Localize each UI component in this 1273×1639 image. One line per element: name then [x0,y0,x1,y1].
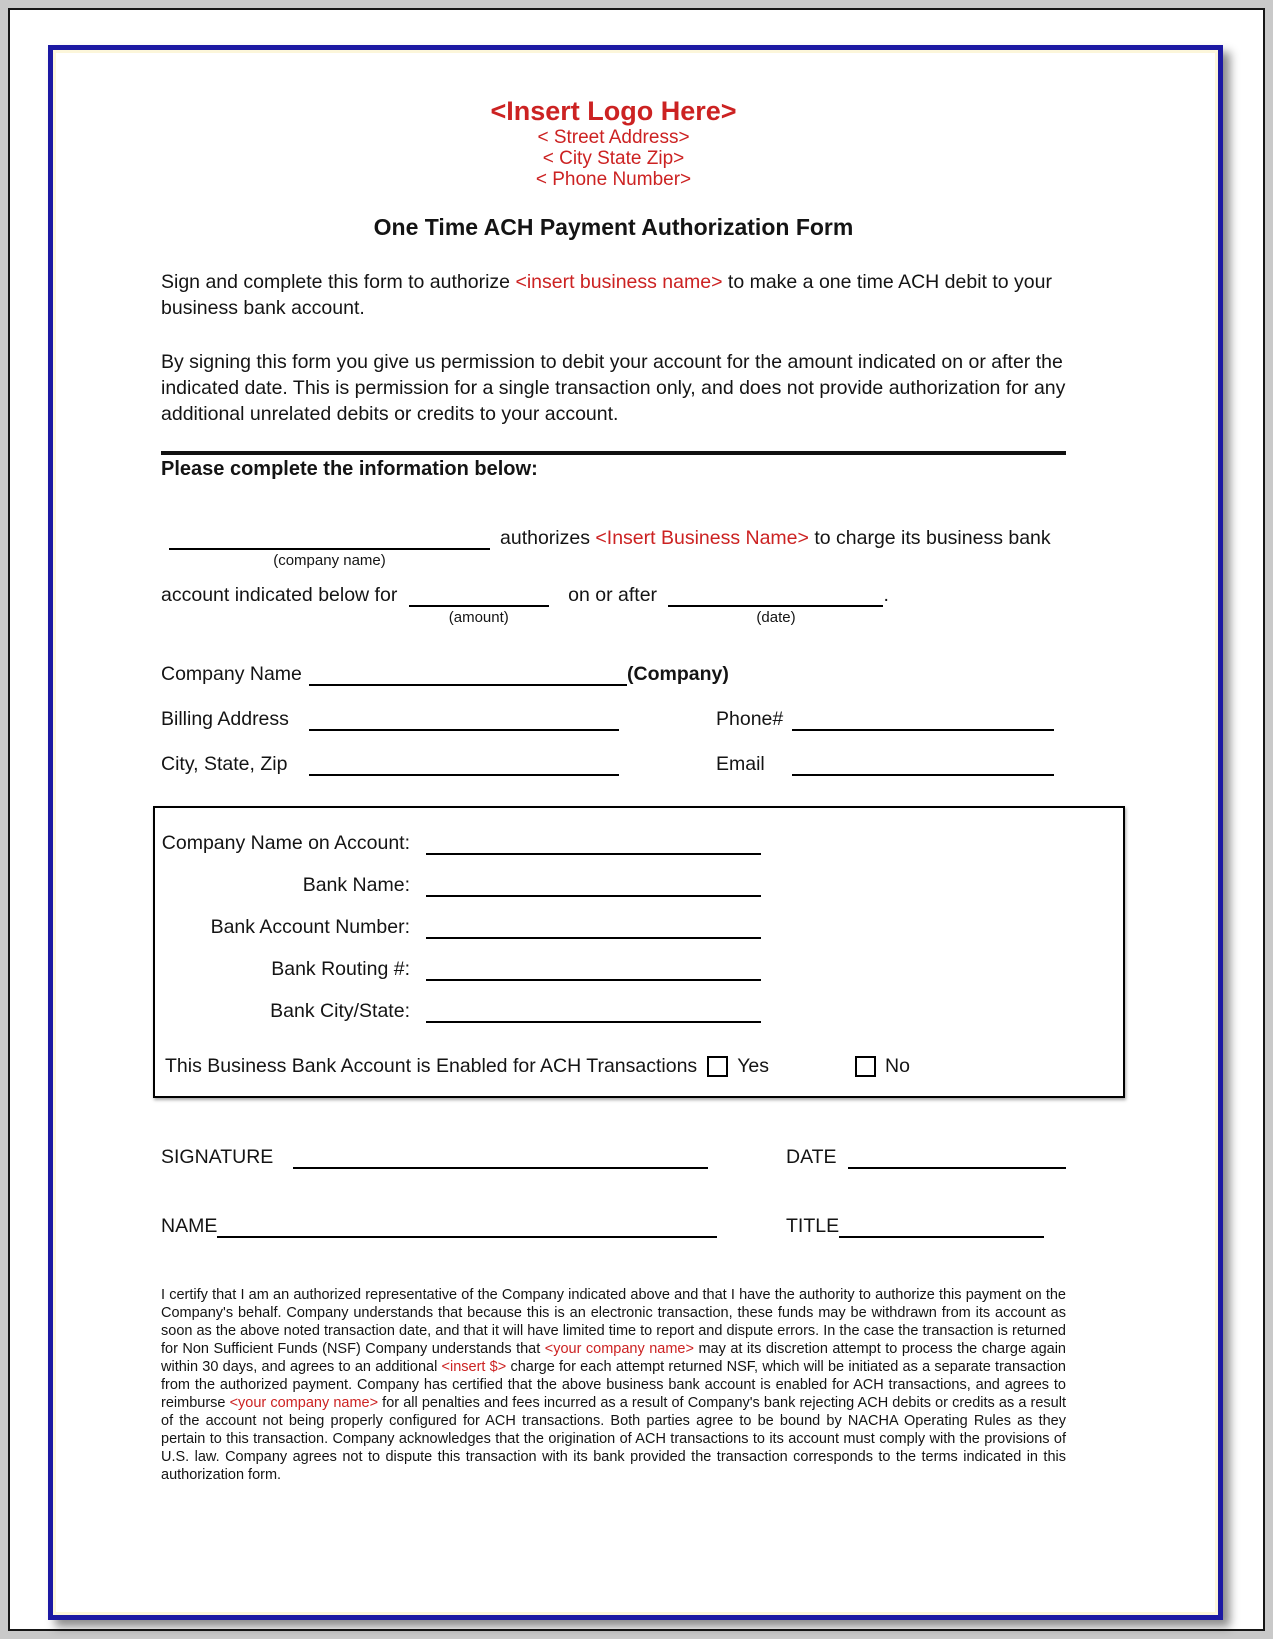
text-segment: authorizes [500,527,596,549]
billing-address-field[interactable] [309,710,619,731]
legal-certification-paragraph [161,1286,1066,1484]
bank-row-routing-number [155,958,1123,981]
bank-name-label: Bank Name: [302,874,410,896]
date-label: DATE [786,1146,837,1168]
placeholder-red-text: <insert business name> [515,271,723,293]
ach-enabled-question: This Business Bank Account is Enabled for ACH Transactions [165,1055,698,1077]
name-label: NAME [161,1215,218,1237]
phone-placeholder: < Phone Number> [535,169,692,190]
city-state-zip-placeholder: < City State Zip> [542,148,685,169]
text-segment: for all penalties and fees incurred as a result of Company's bank rejecting ACH debits or credits as a result of the account not being properly configured for ACH transactions. Both parties agree to be bound by NACHA Operating Rules as they pertain to this transaction. Company acknowledges that the origination of ACH transactions to its account must comply with the provisions of U.S. law. Company agrees not to dispute this transaction with its bank provided the transaction corresponds to the terms indicated in this authorization form. [161,1395,1066,1483]
authorization-line-2 [161,584,1066,626]
city-email-row [161,753,1066,776]
authorization-line-1 [161,527,1066,569]
form-title: One Time ACH Payment Authorization Form [373,214,854,240]
form-page [48,45,1223,1620]
intro-paragraph-2: By signing this form you give us permission to debit your account for the amount indicated on or after the indicated date. This is permission for a single transaction only, and does not provide authorization for any additional unrelated debits or credits to your account. [161,351,1066,425]
company-name-on-account-label: Company Name on Account: [161,832,410,854]
authorization-line-2-period: . [883,584,889,606]
bank-city-state-field[interactable] [426,1002,761,1023]
email-field[interactable] [792,755,1054,776]
bank-routing-field[interactable] [426,960,761,981]
signature-label: SIGNATURE [161,1146,274,1168]
authorization-line-1-text [500,527,1051,549]
bank-account-number-label: Bank Account Number: [210,916,410,938]
date-caption: (date) [756,609,796,626]
bank-name-field[interactable] [426,876,761,897]
text-segment: may at its discretion attempt to process the charge again within 30 days, and agrees to an additional [161,1341,1066,1375]
company-name-row [161,663,1066,686]
name-title-row [161,1215,1066,1238]
ach-enabled-row [155,1055,1123,1078]
date-field[interactable] [848,1148,1066,1169]
phone-field[interactable] [792,710,1054,731]
name-field[interactable] [217,1217,717,1238]
signature-field[interactable] [293,1148,708,1169]
bank-row-company-name-on-account [155,832,1123,855]
text-segment: charge for each attempt returned NSF, which will be initiated as a separate transaction from the authorized payment. Company has certified that the above business bank account is enabled for ACH transactions, and agrees to reimburse [161,1359,1066,1411]
title-label: TITLE [786,1215,840,1237]
title-field[interactable] [839,1217,1044,1238]
email-label: Email [716,753,765,775]
text-segment: I certify that I am an authorized representative of the Company indicated above and that I have the authority to authorize this payment on the Company's behalf. Company understands that because this is an electronic transaction, these funds may be withdrawn from its account as soon as the above noted transaction date, and that it will have limited time to report and dispute errors. In the case the transaction is returned for Non Sufficient Funds (NSF) Company understands that [161,1287,1066,1357]
placeholder-red-text: <Insert Business Name> [595,527,809,549]
company-name-on-account-field[interactable] [426,834,761,855]
billing-phone-row [161,708,1066,731]
text-segment: Sign and complete this form to authorize [161,271,516,293]
ach-no-checkbox[interactable] [855,1056,876,1077]
bank-row-account-number [155,916,1123,939]
street-address-placeholder: < Street Address> [537,127,690,148]
text-segment: to charge its business bank [808,527,1051,549]
billing-address-label: Billing Address [161,708,289,730]
text-segment: to make a one time ACH debit to your business bank account. [161,271,1052,319]
city-state-zip-label: City, State, Zip [161,753,288,775]
phone-label: Phone# [716,708,784,730]
bank-city-state-label: Bank City/State: [270,1000,410,1022]
section-heading: Please complete the information below: [161,458,538,480]
placeholder-red-text: <your company name> [229,1395,379,1411]
signature-date-row [161,1146,1066,1169]
ach-no-label: No [885,1055,910,1077]
company-name-blank[interactable] [169,529,490,569]
page-content [53,50,1218,1484]
bank-account-number-field[interactable] [426,918,761,939]
intro-paragraph-1 [161,269,1066,321]
bank-row-city-state [155,1000,1123,1023]
bank-row-bank-name [155,874,1123,897]
bank-details-box [153,806,1125,1098]
logo-placeholder: <Insert Logo Here> [490,96,737,126]
letterhead [161,96,1066,190]
authorization-line-2-prefix: account indicated below for [161,584,398,606]
bank-routing-label: Bank Routing #: [271,958,410,980]
scan-outer-frame [8,8,1265,1631]
ach-yes-checkbox[interactable] [707,1056,728,1077]
placeholder-red-text: <insert $> [441,1359,507,1375]
placeholder-red-text: <your company name> [544,1341,694,1357]
company-suffix-label: (Company) [627,663,729,685]
authorization-line-2-mid: on or after [568,584,658,606]
company-name-caption: (company name) [273,552,386,569]
ach-yes-label: Yes [737,1055,769,1077]
company-name-label: Company Name [161,663,302,685]
date-blank[interactable] [668,586,883,626]
city-state-zip-field[interactable] [309,755,619,776]
section-divider [161,451,1066,455]
amount-caption: (amount) [448,609,509,626]
company-name-field[interactable] [309,665,627,686]
amount-blank[interactable] [409,586,549,626]
